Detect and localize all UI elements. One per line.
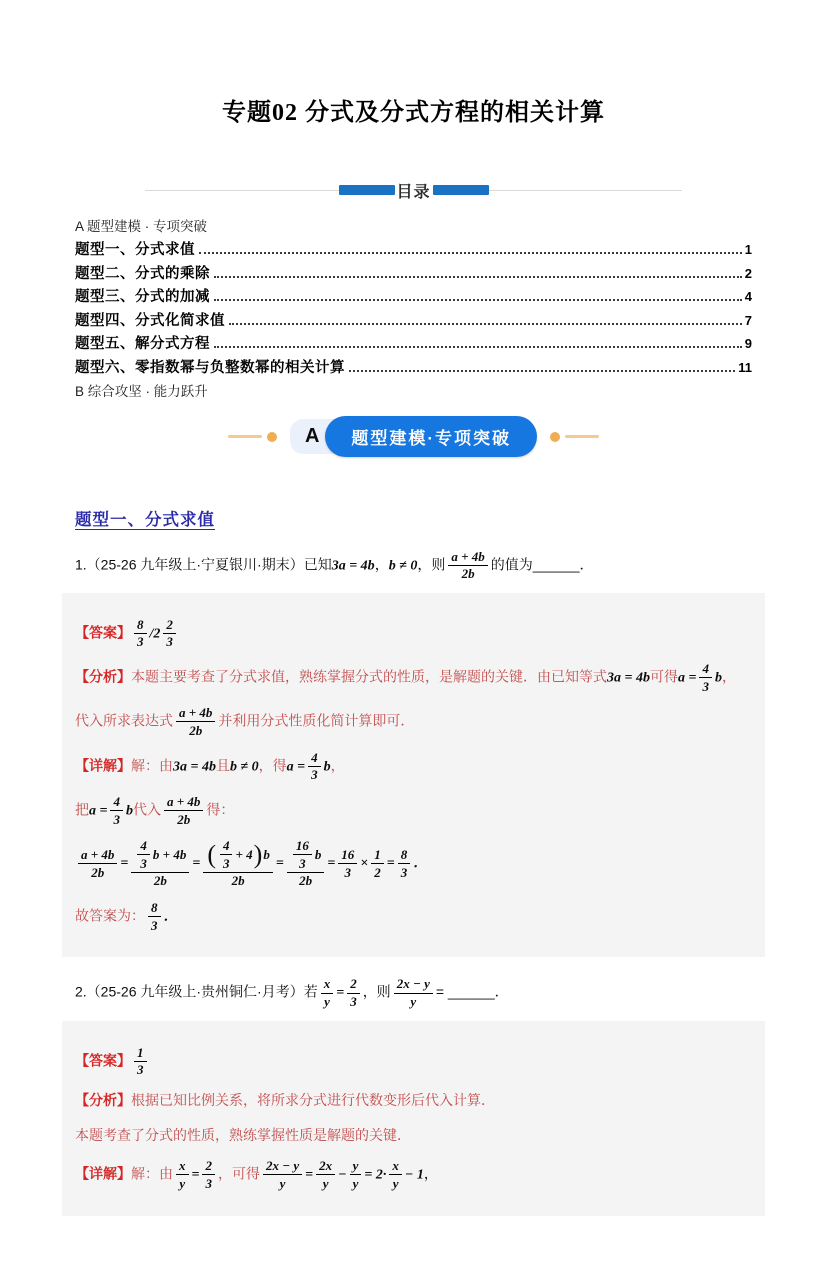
text-run: 1 [137,1044,144,1060]
fraction [293,839,312,870]
fraction: ( $\frac{4}{3}$ + 4 ) b 2b [203,839,273,888]
text-run: ． [413,856,428,872]
answer-box-2 [62,1021,765,1216]
text-run: a + 4b [166,793,201,809]
text-run: 3 [140,855,147,871]
toc [75,215,752,400]
text-run: y [324,994,330,1010]
text-run: 【分析】 [75,668,131,685]
fraction [321,977,334,1008]
text-run: 代入所求表达式 [75,712,173,729]
text-run: 4 [702,661,709,677]
toc-item-label: 题型五、解分式方程 [75,336,210,352]
text-run: = ______． [435,983,509,1000]
text-run: 1.（25-26 九年级上·宁夏银川·期末）已知 [75,555,332,572]
text-run: 本题考查了分式的性质，熟练掌握性质是解题的关键． [75,1126,411,1143]
toc-item-label: 题型三、分式的加减 [75,289,210,305]
text-run: 【答案】 [75,1052,131,1069]
text-run: 3 [137,634,144,650]
text-run: 8 [151,900,158,916]
toc-leader-dots [349,370,735,372]
text-run: 1 [374,847,381,862]
toc-item-label: 题型四、分式化简求值 [75,312,225,329]
text-run: b ≠ 0 [388,557,418,573]
text-run: 2 [205,1158,212,1174]
text-run: 3a = 4b [331,557,375,573]
text-run: ， [374,555,389,572]
text-run: a = [89,803,108,819]
toc-leader-dots [199,252,742,254]
toc-page-number: 1 [744,242,752,257]
toc-divider [145,181,682,199]
text-run: 【答案】 [75,624,131,641]
text-run: 代入 [132,801,161,818]
decor-line-right [565,435,599,438]
fraction [202,1159,215,1190]
analysis-line [75,662,752,693]
text-run: 2 [374,864,381,880]
toc-item-1[interactable] [75,238,752,259]
text-run: 3 [113,811,120,827]
text-run: 可得 [649,668,678,685]
conclusion-line [75,901,752,932]
fraction [316,1159,335,1190]
text-run: y [352,1158,359,1174]
fraction [134,618,147,649]
text-run: 2x [319,1158,333,1174]
text-run: 2 [166,616,173,632]
badge-letter: A [290,419,345,454]
toc-page-number: 4 [744,289,752,304]
fraction [78,848,117,879]
answer-box-1 [62,593,765,958]
answer-line [75,618,752,649]
text-run: 根据已知比例关系，将所求分式进行代数变形后代入计算． [131,1091,495,1108]
fraction [176,706,215,737]
toc-bar-right [433,185,489,195]
text-run: 4 [311,749,318,765]
text-run: 【分析】 [75,1091,131,1108]
text-run: 3a = 4b [607,670,650,686]
text-run: ， [423,1165,438,1182]
fraction [394,977,433,1008]
text-run: = [191,1167,200,1183]
text-run: 【详解】 [75,756,131,773]
fraction [176,1159,189,1190]
fraction [398,848,411,879]
document-page [0,92,827,1216]
fraction [347,977,360,1008]
text-run: 16 [295,838,309,854]
text-run: y [279,1175,286,1191]
text-run: 本题主要考查了分式求值，熟练掌握分式的性质，是解题的关键．由已知等式 [131,668,607,685]
text-run: ，得 [258,756,287,773]
text-run: 2b [189,722,203,738]
text-run: 8 [137,616,144,632]
analysis-line [75,706,752,737]
text-run: = [386,856,395,872]
text-run: b + 4b [152,847,187,862]
fraction [338,848,357,879]
text-run: 且 [215,756,230,773]
divider-line-right [489,190,683,191]
text-run: y [392,1175,399,1191]
text-run: 解：由 [131,756,173,773]
text-run: ， [330,756,345,773]
toc-item-label: 题型六、零指数幂与负整数幂的相关计算 [75,359,345,376]
text-run: b [125,803,133,819]
text-run: × [360,856,369,872]
toc-item-3[interactable] [75,285,752,306]
text-run: y [352,1175,359,1191]
toc-leader-dots [214,276,742,278]
toc-page-number: 2 [744,265,752,281]
fraction [164,795,203,826]
decor-dot-left [267,432,277,442]
text-run: + 4 [235,847,253,862]
text-run: 3 [151,917,158,933]
text-run: ，可得 [217,1165,260,1182]
text-run: 2x − y [265,1158,300,1174]
text-run: = [327,856,336,872]
text-run: a = [677,670,697,686]
text-run: ． [163,909,178,925]
toc-item-6[interactable] [75,356,752,377]
toc-bar-left [339,185,395,195]
text-run: 8 [400,847,408,862]
text-run: = [275,856,284,872]
fraction [263,1159,302,1190]
fraction [308,751,321,782]
toc-leader-dots [214,346,742,348]
text-run: a = [286,758,306,774]
fraction [148,901,161,932]
fraction [137,839,150,870]
decor-dot-right [550,432,560,442]
fraction [287,839,325,888]
text-run: = [336,985,345,1001]
text-run: 3a = 4b [173,758,216,774]
text-run: b [263,847,270,862]
text-run: 2b [461,566,475,582]
text-run: 把 [75,801,89,818]
text-run: a + 4b [81,847,115,862]
divider-line-left [145,190,339,191]
text-run: 3 [344,864,352,880]
equation-line [75,839,752,888]
toc-section-a-label: A 题型建模 · 专项突破 [75,219,208,234]
fraction [350,1159,362,1190]
text-run: 3 [205,1175,212,1191]
fraction [110,795,123,826]
toc-item-label: 题型一、分式求值 [75,242,195,258]
badge-label: 题型建模·专项突破 [325,416,537,457]
text-run: − [338,1167,347,1183]
text-run: b [714,670,722,686]
text-run: 3 [350,994,357,1010]
fraction [163,618,176,649]
text-run: 2 [350,976,357,992]
text-run: x [323,976,331,992]
toc-item-label: 题型二、分式的乘除 [75,265,210,282]
text-run: y [322,1175,329,1191]
analysis-line [75,1125,752,1147]
question-2 [75,977,752,1008]
text-run: 16 [341,847,355,862]
text-run: /2 [149,626,161,642]
text-run: ，则 [362,983,391,1000]
toc-leader-dots [214,299,742,301]
text-run: 2.（25-26 九年级上·贵州铜仁·月考）若 [75,983,318,1000]
toc-header: 目录 [396,183,431,201]
text-run: y [179,1175,186,1191]
text-run: 并利用分式性质化简计算即可． [218,712,415,729]
section-a-badge-row [75,416,752,458]
fraction [134,1046,147,1077]
text-run: 得： [206,801,235,818]
text-run: 2b [299,873,313,889]
analysis-line [75,1090,752,1112]
text-run: 3 [166,634,173,650]
toc-item-2[interactable] [75,262,752,283]
answer-line [75,1046,752,1077]
text-run: = [192,856,201,872]
text-run: 2b [231,873,245,889]
text-run: 3 [400,864,408,880]
text-run: − 1 [404,1167,424,1183]
toc-item-5[interactable] [75,332,752,353]
section-a-badge [290,416,537,457]
text-run: = [120,856,129,872]
solution-line [75,751,752,782]
text-run: 2b [177,811,191,827]
text-run: 4 [140,838,147,854]
text-run: 3 [702,678,709,694]
text-run: b [314,847,322,862]
text-run: 【详解】 [75,1165,131,1182]
text-run: 2b [153,873,167,889]
text-run: 故答案为： [75,907,145,924]
toc-page-number: 7 [744,312,752,328]
text-run: ，则 [417,555,446,572]
text-run: 4 [222,838,230,854]
section-heading: 题型一、分式求值 [75,510,215,529]
text-run: y [410,994,417,1010]
text-run: 3 [299,855,306,871]
fraction [371,848,384,879]
text-run: 的值为______． [490,555,594,572]
text-run: 4 [113,793,120,809]
text-run: a + 4b [451,548,485,564]
toc-page-number: 9 [744,336,752,351]
page-title: 专题02 分式及分式方程的相关计算 [222,100,605,126]
fraction [699,662,712,693]
decor-line-left [228,435,262,438]
text-run: x [179,1158,186,1174]
text-run: 解：由 [131,1165,173,1182]
text-run: 3 [137,1062,144,1078]
text-run: 2b [91,864,105,880]
text-run: 3 [311,767,318,783]
text-run: 2x − y [396,976,430,992]
text-run: ， [721,668,736,685]
solution-line [75,795,752,826]
fraction [448,550,487,581]
solution-line [75,1159,752,1190]
text-run: b [323,758,331,774]
toc-leader-dots [229,323,742,325]
fraction [389,1159,402,1190]
toc-item-4[interactable] [75,309,752,330]
text-run: b ≠ 0 [229,758,259,774]
toc-section-b-label: B 综合攻坚 · 能力跃升 [75,383,208,399]
text-run: x [392,1158,399,1174]
fraction [220,839,233,870]
fraction [131,839,189,888]
text-run: = 2· [364,1167,387,1183]
toc-page-number: 11 [738,359,752,375]
text-run: 3 [222,855,230,871]
question-1 [75,550,752,581]
text-run: = [305,1167,314,1183]
text-run: a + 4b [179,705,213,721]
